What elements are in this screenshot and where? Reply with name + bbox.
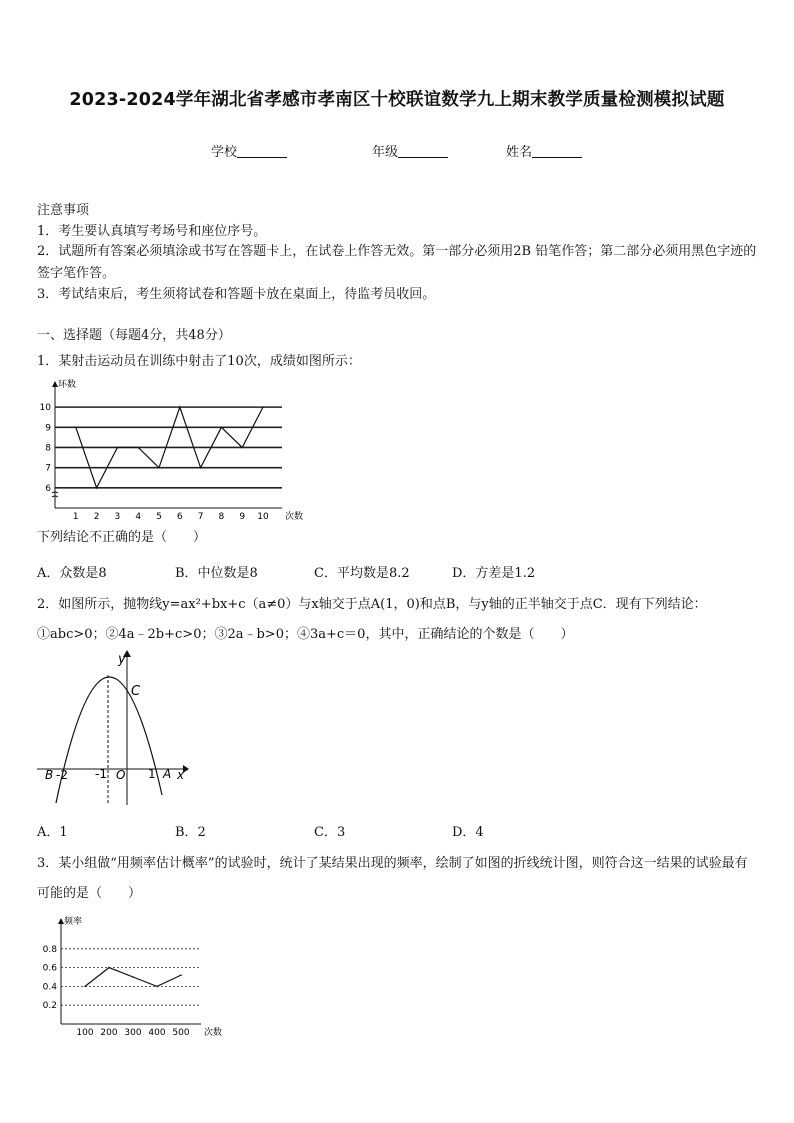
x-tick-label: 10 [257, 512, 269, 522]
q2-option-c: C．3 [314, 825, 346, 840]
name-label: 姓名 [506, 145, 533, 160]
q1-option-d: D．方差是1.2 [452, 566, 536, 581]
tick-minus-1: -1 [95, 767, 107, 781]
q1-option-b: B．中位数是8 [175, 566, 258, 581]
data-point [200, 467, 202, 469]
notice-item: 1．考生要认真填写考场号和座位序号。 [37, 224, 267, 239]
grade-field [372, 141, 448, 160]
school-blank [237, 145, 287, 158]
school-label: 学校 [211, 145, 238, 160]
y-axis-label: 环数 [58, 380, 77, 390]
tick-1: 1 [148, 767, 156, 781]
grade-blank [398, 145, 448, 158]
x-tick-label: 8 [218, 512, 225, 522]
q3-chart-group [43, 915, 222, 1038]
x-axis-label: 次数 [204, 1028, 223, 1038]
data-point [75, 426, 77, 428]
school-field [211, 141, 287, 160]
x-axis-label: 次数 [285, 512, 304, 522]
question-1-stem: 1．某射击运动员在训练中射击了10次，成绩如图所示： [37, 354, 361, 369]
data-point [241, 447, 243, 449]
q1-option-c: C．平均数是8.2 [314, 566, 410, 581]
q2-option-a: A．1 [37, 825, 68, 840]
x-tick-label: 400 [148, 1028, 166, 1038]
y-tick-label: 0.2 [42, 1001, 57, 1012]
x-tick-label: 500 [172, 1028, 190, 1038]
notice-item: 2．试题所有答案必须填涂或书写在答题卡上，在试卷上作答无效。第一部分必须用2B 铅笔作答；第二部分必须用黑色字迹的签字笔作答。 [37, 244, 757, 281]
data-point [132, 976, 134, 978]
q2-option-d: D．4 [452, 825, 484, 840]
y-tick-label: 6 [45, 483, 51, 494]
y-tick-label: 0.8 [42, 944, 57, 955]
y-axis-label: 频率 [64, 917, 83, 927]
q3-frequency-chart [37, 912, 237, 1038]
data-point [108, 967, 110, 969]
y-tick-label: 9 [45, 423, 51, 434]
y-tick-label: 8 [45, 443, 51, 454]
y-tick-label: 0.4 [42, 982, 57, 993]
grade-label: 年级 [372, 145, 399, 160]
x-tick-label: 4 [135, 512, 142, 522]
origin-label: O [116, 768, 126, 782]
data-point [158, 467, 160, 469]
point-a-label: A [163, 767, 172, 781]
x-tick-label: 300 [124, 1028, 142, 1038]
q1-line-chart [37, 380, 307, 525]
point-c-label: C [131, 684, 141, 699]
q2-option-b: B．2 [175, 825, 206, 840]
notice-heading: 注意事项 [37, 203, 90, 218]
y-tick-label: 10 [39, 403, 51, 414]
data-point [156, 986, 158, 988]
x-axis-label: x [177, 768, 185, 782]
data-point [137, 447, 139, 449]
x-tick-label: 9 [239, 512, 246, 522]
q1-option-a: A．众数是8 [37, 566, 107, 581]
question-3-stem: 3．某小组做“用频率估计概率”的试验时，统计了某结果出现的频率，绘制了如图的折线统计图，则符合这一结果的试验最有可能的是（ ） [37, 856, 748, 901]
question-1-prompt: 下列结论不正确的是（ ） [37, 530, 207, 545]
data-point [179, 406, 181, 408]
x-tick-label: 7 [197, 512, 204, 522]
name-blank [532, 145, 582, 158]
parabola-curve [56, 677, 162, 803]
data-point [117, 447, 119, 449]
y-tick-label: 7 [45, 463, 51, 474]
tick-minus-2: -2 [56, 768, 68, 782]
data-point [180, 974, 182, 976]
data-point [96, 487, 98, 489]
y-axis-label: y [118, 652, 126, 667]
data-point [221, 426, 223, 428]
q2-parabola-figure [37, 645, 187, 810]
data-point [262, 406, 264, 408]
x-tick-label: 1 [72, 512, 79, 522]
x-tick-label: 2 [93, 512, 100, 522]
x-tick-label: 100 [76, 1028, 94, 1038]
name-field [506, 141, 582, 160]
x-tick-label: 5 [156, 512, 162, 522]
point-b-label: B [45, 768, 54, 782]
x-tick-label: 3 [114, 512, 121, 522]
x-tick-label: 200 [100, 1028, 118, 1038]
section-heading: 一、选择题（每题4分，共48分） [37, 328, 231, 343]
data-point [84, 986, 86, 988]
notice-item: 3．考试结束后，考生须将试卷和答题卡放在桌面上，待监考员收回。 [37, 287, 436, 302]
page-title: 2023-2024学年湖北省孝感市孝南区十校联谊数学九上期末教学质量检测模拟试题 [69, 90, 725, 110]
q1-chart-group [40, 378, 303, 522]
y-tick-label: 0.6 [42, 963, 57, 974]
x-tick-label: 6 [176, 512, 183, 522]
question-2-stem: 2．如图所示，抛物线y=ax²+bx+c（a≠0）与x轴交于点A(1，0)和点B，与y轴的正半轴交于点C．现有下列结论：①abc>0；②4a﹣2b+c>0；③2a﹣b>0；④3a+c＝0，其中，正确结论的个数是（ ） [37, 597, 707, 642]
